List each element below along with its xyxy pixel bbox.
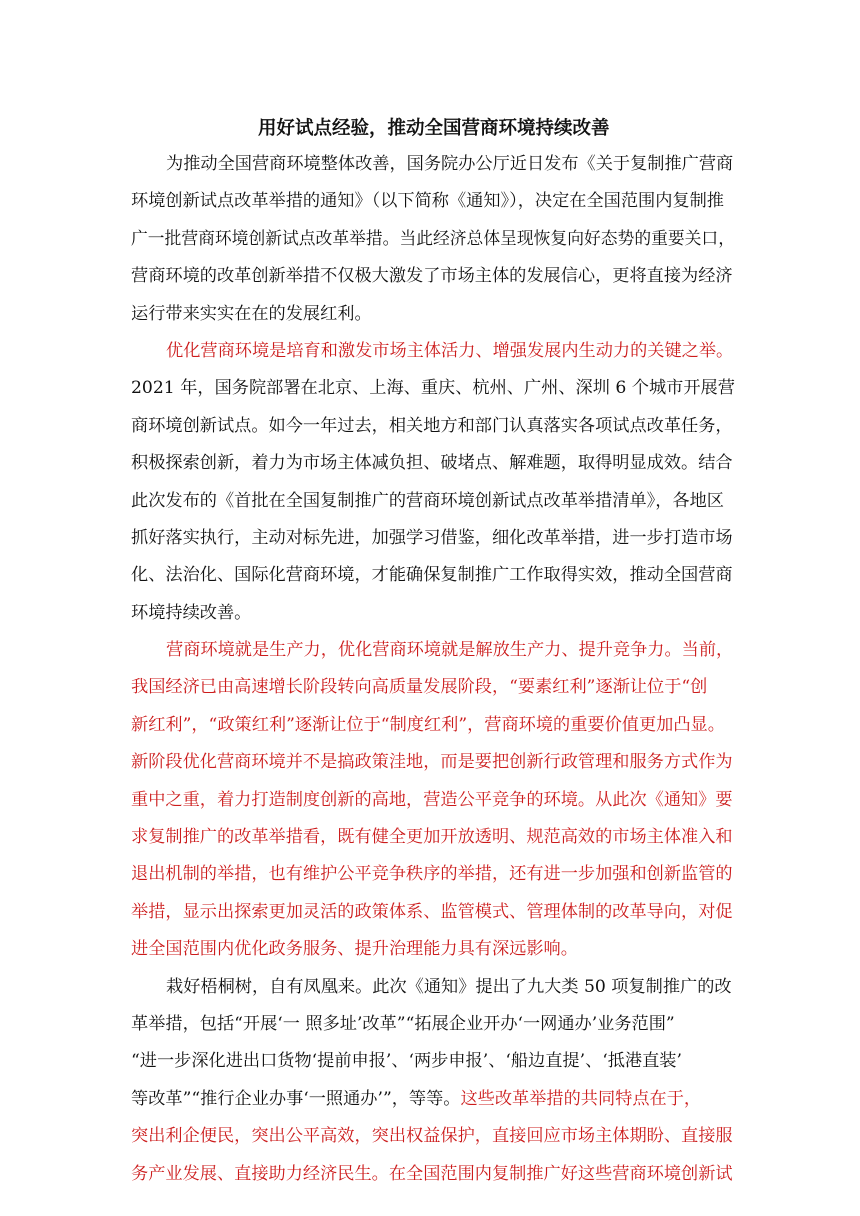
text-line: [131, 707, 735, 744]
text-line: [131, 744, 735, 781]
text-line: [131, 931, 735, 968]
text-line: [131, 669, 735, 706]
text-line: [131, 370, 735, 407]
text-segment: “进一步深化进出口货物‘提前申报’、‘两步申报’、‘船边直提’、‘抵港直装’: [131, 1051, 682, 1072]
text-segment: 营商环境的改革创新举措不仅极大激发了市场主体的发展信心，更将直接为经济: [131, 266, 733, 287]
text-line: [131, 483, 735, 520]
text-line: [131, 595, 735, 632]
text-segment: 为推动全国营商环境整体改善，国务院办公厅近日发布《关于复制推广营商: [166, 154, 734, 174]
highlighted-text-segment: 新阶段优化营商环境并不是搞政策洼地，而是要把创新行政管理和服务方式作为: [131, 752, 733, 773]
text-line: [131, 258, 735, 295]
text-line: [131, 894, 735, 931]
text-segment: 广一批营商环境创新试点改革举措。当此经济总体呈现恢复向好态势的重要关口，: [131, 228, 735, 249]
document-title: 用好试点经验，推动全国营商环境持续改善: [258, 118, 610, 139]
text-segment: 环境创新试点改革举措的通知》（以下简称《通知》），决定在全国范围内复制推: [131, 191, 724, 212]
text-line: [131, 146, 735, 183]
highlighted-text-segment: 进全国范围内优化政务服务、提升治理能力具有深远影响。: [131, 939, 578, 960]
text-segment: 积极探索创新，着力为市场主体减负担、破堵点、解难题，取得明显成效。结合: [131, 453, 733, 474]
highlighted-text-segment: 我国经济已由高速增长阶段转向高质量发展阶段，“要素红利”逐渐让位于“创: [131, 677, 708, 698]
text-line: [131, 1118, 735, 1155]
text-line: [131, 520, 735, 557]
text-line: [131, 856, 735, 893]
highlighted-text-segment: 举措，显示出探索更加灵活的政策体系、监管模式、管理体制的改革导向，对促: [131, 901, 733, 922]
text-segment: 等改革”“推行企业办事‘一照通办’”，等等。: [131, 1088, 461, 1109]
text-line: [131, 632, 735, 669]
text-line: [131, 183, 735, 220]
text-line: [131, 1043, 735, 1080]
highlighted-text-segment: 优化营商环境是培育和激发市场主体活力、增强发展内生动力的关键之举。: [166, 340, 734, 361]
text-line: [131, 1156, 735, 1193]
text-line: [131, 333, 735, 370]
text-line: [131, 557, 735, 594]
text-line: [131, 1081, 735, 1118]
highlighted-text-segment: 务产业发展、直接助力经济民生。在全国范围内复制推广好这些营商环境创新试: [131, 1163, 733, 1184]
text-line: [131, 296, 735, 333]
text-segment: 运行带来实实在在的发展红利。: [131, 303, 372, 324]
text-line: [131, 445, 735, 482]
text-line: [131, 408, 735, 445]
text-segment: 此次发布的《首批在全国复制推广的营商环境创新试点改革举措清单》，各地区: [131, 490, 724, 511]
highlighted-text-segment: 重中之重，着力打造制度创新的高地，营造公平竞争的环境。从此次《通知》要: [131, 789, 733, 810]
text-line: [131, 221, 735, 258]
highlighted-text-segment: 退出机制的举措，也有维护公平竞争秩序的举措，还有进一步加强和创新监管的: [131, 864, 733, 885]
highlighted-text-segment: 这些改革举措的共同特点在于，: [460, 1088, 702, 1109]
text-segment: 商环境创新试点。如今一年过去，相关地方和部门认真落实各项试点改革任务，: [131, 415, 733, 436]
text-segment: 2021 年，国务院部署在北京、上海、重庆、杭州、广州、深圳 6 个城市开展营: [131, 378, 735, 399]
text-line: [131, 782, 735, 819]
text-line: [131, 1006, 735, 1043]
highlighted-text-segment: 突出利企便民，突出公平高效，突出权益保护，直接回应市场主体期盼、直接服: [131, 1126, 733, 1147]
text-segment: 革举措，包括“开展‘一 照多址’改革”“拓展企业开办‘一网通办’业务范围”: [131, 1013, 675, 1034]
text-segment: 环境持续改善。: [131, 602, 252, 623]
text-line: [131, 819, 735, 856]
highlighted-text-segment: 新红利”，“政策红利”逐渐让位于“制度红利”，营商环境的重要价值更加凸显。: [131, 714, 725, 735]
highlighted-text-segment: 求复制推广的改革举措看，既有健全更加开放透明、规范高效的市场主体准入和: [131, 827, 733, 848]
text-line: [131, 969, 735, 1006]
highlighted-text-segment: 营商环境就是生产力，优化营商环境就是解放生产力、提升竞争力。当前，: [166, 640, 734, 661]
text-segment: 化、法治化、国际化营商环境，才能确保复制推广工作取得实效，推动全国营商: [131, 565, 733, 586]
text-segment: 栽好梧桐树，自有凤凰来。此次《通知》提出了九大类 50 项复制推广的改: [166, 976, 732, 997]
text-segment: 抓好落实执行，主动对标先进，加强学习借鉴，细化改革举措，进一步打造市场: [131, 527, 733, 548]
document-body: [131, 146, 735, 1193]
